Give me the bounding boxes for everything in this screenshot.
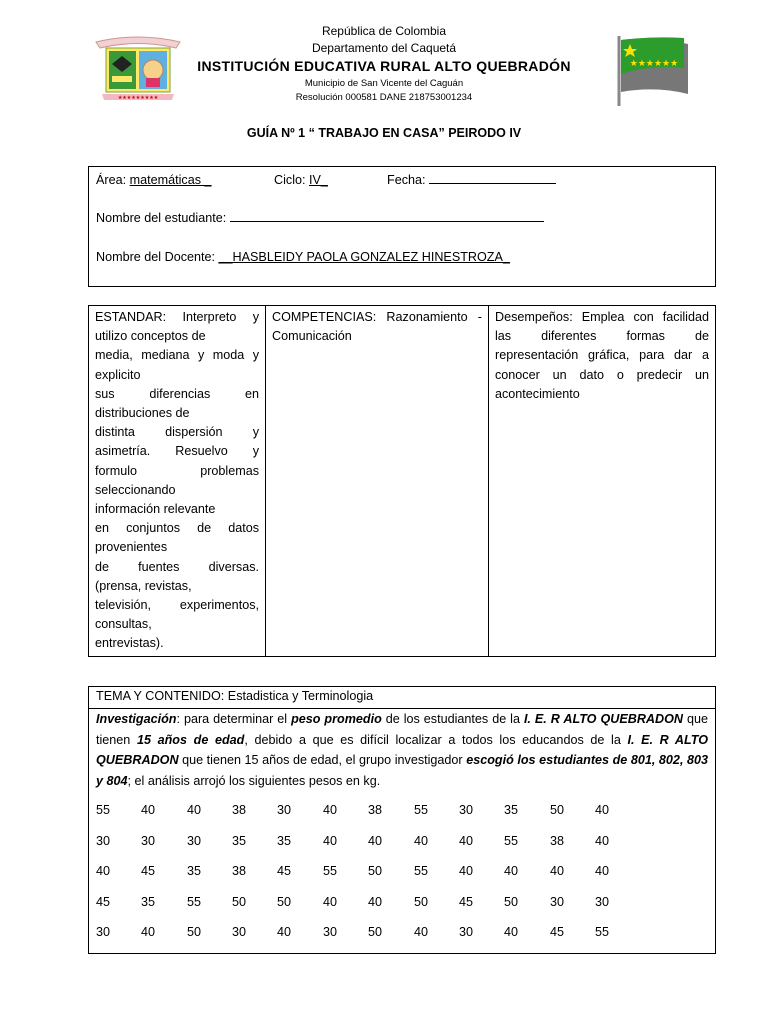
estandar-line: Interpreto y <box>182 310 260 324</box>
weight-value: 30 <box>141 834 156 848</box>
weight-value: 40 <box>414 925 429 939</box>
weight-value: 40 <box>141 803 156 817</box>
topic-text: ; el análisis arrojó los siguientes pesos en kg. <box>127 773 381 788</box>
header-country: República de Colombia <box>321 24 447 38</box>
estandar-line: seleccionando <box>95 482 176 497</box>
weight-value: 55 <box>595 925 610 939</box>
weight-value: 45 <box>141 864 156 878</box>
weight-value: 50 <box>368 864 383 878</box>
weight-value: 40 <box>504 864 519 878</box>
estandar-line: formulo problemas <box>95 463 259 478</box>
topic-bold-italic: Investigación <box>96 712 177 726</box>
desempenos-cell <box>489 306 716 657</box>
estandar-line: sus diferencias en <box>95 386 259 401</box>
weight-value: 30 <box>459 925 474 939</box>
competencias-text: COMPETENCIAS: Razonamiento - Comunicación <box>272 310 482 344</box>
topic-text: , debido a que es difícil localizar a todos los educandos de la <box>244 732 628 747</box>
weight-value: 50 <box>504 895 519 909</box>
topic-box <box>88 686 716 954</box>
standards-table <box>88 305 716 657</box>
weight-value: 40 <box>459 834 474 848</box>
weight-value: 50 <box>368 925 383 939</box>
weight-value: 30 <box>550 895 565 909</box>
weight-value: 30 <box>96 925 111 939</box>
weight-value: 40 <box>459 864 474 878</box>
weight-value: 40 <box>595 864 610 878</box>
estandar-line: explicito <box>95 367 141 382</box>
weight-value: 40 <box>595 803 610 817</box>
topic-bold-italic: I. E. R ALTO QUEBRADON <box>523 712 684 726</box>
weight-value: 55 <box>414 864 429 878</box>
weight-value: 30 <box>277 803 292 817</box>
weight-value: 40 <box>323 834 338 848</box>
estandar-line: utilizo conceptos de <box>95 329 206 344</box>
svg-text:★★★★★★★★★: ★★★★★★★★★ <box>117 95 159 101</box>
weight-value: 35 <box>504 803 519 817</box>
header-municipality: Municipio de San Vicente del Caguán <box>304 78 464 89</box>
svg-text:★★★★★★: ★★★★★★ <box>629 59 679 69</box>
weight-value: 40 <box>414 834 429 848</box>
weight-value: 40 <box>323 895 338 909</box>
estandar-line: asimetría. Resuelvo y <box>95 444 259 459</box>
estandar-line: televisión, experimentos, <box>95 598 259 613</box>
weight-value: 50 <box>550 803 565 817</box>
weight-value: 40 <box>96 864 111 878</box>
estandar-label: ESTANDAR: <box>95 310 167 324</box>
fecha-label: Fecha: <box>387 173 426 187</box>
weight-value: 45 <box>277 864 292 878</box>
topic-title: TEMA Y CONTENIDO: Estadistica y Terminologia <box>89 687 715 709</box>
weight-value: 30 <box>595 895 610 909</box>
estandar-line: distribuciones de <box>95 406 190 421</box>
topic-bold-italic: escogió los estudiantes de 801, 802, 803 y 804 <box>96 753 709 788</box>
header-department: Departamento del Caquetá <box>311 41 457 55</box>
estandar-line: entrevistas). <box>95 636 164 651</box>
weight-value: 40 <box>595 834 610 848</box>
weight-value: 38 <box>232 803 247 817</box>
weight-value: 45 <box>550 925 565 939</box>
weight-value: 30 <box>459 803 474 817</box>
area-value: matemáticas _ <box>129 173 212 187</box>
weight-value: 55 <box>187 895 202 909</box>
competencias-cell <box>266 306 489 657</box>
teacher-value: __HASBLEIDY PAOLA GONZALEZ HINESTROZA_ <box>218 250 510 264</box>
estandar-line: distinta dispersión y <box>95 425 259 440</box>
weight-value: 40 <box>277 925 292 939</box>
estandar-cell <box>89 306 266 657</box>
estandar-line: de fuentes diversas. <box>95 559 259 574</box>
topic-bold-italic: peso promedio <box>291 712 382 726</box>
student-name-field[interactable] <box>230 221 544 222</box>
weights-grid <box>96 803 696 943</box>
weight-value: 50 <box>187 925 202 939</box>
weight-value: 50 <box>414 895 429 909</box>
weight-value: 38 <box>232 864 247 878</box>
topic-text: que tienen 15 años de edad, el grupo investigador <box>178 753 467 768</box>
weight-value: 55 <box>323 864 338 878</box>
weight-value: 55 <box>504 834 519 848</box>
weight-value: 38 <box>368 803 383 817</box>
weight-value: 30 <box>96 834 111 848</box>
ciclo-value: IV_ <box>309 173 328 187</box>
estandar-line: (prensa, revistas, <box>95 578 192 593</box>
header-resolution: Resolución 000581 DANE 218753001234 <box>295 92 473 103</box>
weight-value: 38 <box>550 834 565 848</box>
weight-value: 40 <box>504 925 519 939</box>
weight-value: 40 <box>187 803 202 817</box>
weight-value: 40 <box>368 895 383 909</box>
topic-paragraph <box>96 709 708 791</box>
weight-value: 30 <box>323 925 338 939</box>
estandar-line: media, mediana y moda y <box>95 348 259 363</box>
weight-value: 30 <box>187 834 202 848</box>
estandar-line: consultas, <box>95 617 152 632</box>
weight-value: 35 <box>232 834 247 848</box>
info-box <box>88 166 716 287</box>
topic-text: de los estudiantes de la <box>381 712 524 726</box>
weight-value: 45 <box>459 895 474 909</box>
weight-value: 40 <box>368 834 383 848</box>
estandar-line: información relevante <box>95 502 216 517</box>
teacher-label: Nombre del Docente: <box>96 250 216 264</box>
institution-name: INSTITUCIÓN EDUCATIVA RURAL ALTO QUEBRADÓN <box>197 58 571 74</box>
topic-text: : para determinar el <box>176 712 292 726</box>
estandar-line: en conjuntos de datos <box>95 521 259 536</box>
topic-bold-italic: I. E. R ALTO QUEBRADON <box>96 732 709 768</box>
weight-value: 35 <box>141 895 156 909</box>
guide-title: GUÍA Nº 1 “ TRABAJO EN CASA” PEIRODO IV <box>246 126 522 140</box>
estandar-line: provenientes <box>95 540 168 555</box>
area-label: Área: <box>96 173 127 187</box>
student-label: Nombre del estudiante: <box>96 211 227 225</box>
weight-value: 40 <box>550 864 565 878</box>
weight-value: 35 <box>187 864 202 878</box>
topic-bold-italic: 15 años de edad <box>136 732 245 747</box>
weight-value: 30 <box>232 925 247 939</box>
fecha-field[interactable] <box>429 183 556 184</box>
weight-value: 45 <box>96 895 111 909</box>
desempenos-text: Desempeños: Emplea con facilidad las diferentes formas de representación gráfica, para dar a conocer un dato o predecir un acontecimiento <box>495 310 709 401</box>
weight-value: 40 <box>141 925 156 939</box>
ciclo-label: Ciclo: <box>274 173 306 187</box>
weight-value: 35 <box>277 834 292 848</box>
topic-text: que tienen <box>96 712 708 747</box>
weight-value: 50 <box>232 895 247 909</box>
weight-value: 55 <box>414 803 429 817</box>
weight-value: 50 <box>277 895 292 909</box>
weight-value: 55 <box>96 803 111 817</box>
weight-value: 40 <box>323 803 338 817</box>
